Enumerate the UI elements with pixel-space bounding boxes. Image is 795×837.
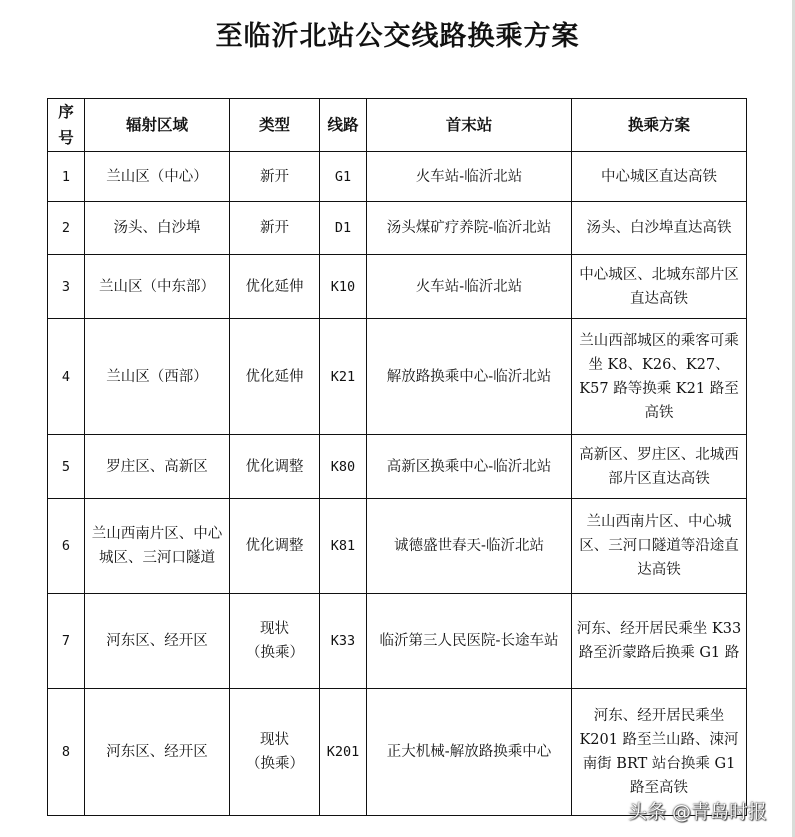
cell-plan: 中心城区直达高铁 — [572, 152, 747, 202]
cell-terminals: 汤头煤矿疗养院-临沂北站 — [367, 202, 572, 255]
header-route: 线路 — [320, 99, 367, 152]
cell-route: K80 — [320, 435, 367, 499]
table-row — [48, 255, 747, 319]
table-header-row — [48, 99, 747, 152]
cell-route: D1 — [320, 202, 367, 255]
cell-route: K81 — [320, 499, 367, 594]
cell-terminals: 高新区换乘中心-临沂北站 — [367, 435, 572, 499]
cell-terminals: 火车站-临沂北站 — [367, 255, 572, 319]
cell-seq: 8 — [48, 689, 85, 816]
cell-terminals: 火车站-临沂北站 — [367, 152, 572, 202]
cell-type: 优化调整 — [230, 499, 320, 594]
table-row — [48, 435, 747, 499]
cell-type: 优化延伸 — [230, 319, 320, 435]
cell-seq: 2 — [48, 202, 85, 255]
table-row — [48, 594, 747, 689]
header-area: 辐射区域 — [85, 99, 230, 152]
header-plan: 换乘方案 — [572, 99, 747, 152]
cell-seq: 6 — [48, 499, 85, 594]
cell-seq: 5 — [48, 435, 85, 499]
cell-plan: 兰山西南片区、中心城区、三河口隧道等沿途直达高铁 — [572, 499, 747, 594]
cell-seq: 1 — [48, 152, 85, 202]
cell-plan: 河东、经开居民乘坐 K201 路至兰山路、涑河南街 BRT 站台换乘 G1 路至高铁 — [572, 689, 747, 816]
cell-seq: 4 — [48, 319, 85, 435]
cell-terminals: 诚德盛世春天-临沂北站 — [367, 499, 572, 594]
cell-type: 现状（换乘） — [230, 594, 320, 689]
cell-area: 罗庄区、高新区 — [85, 435, 230, 499]
cell-area: 兰山区（中心） — [85, 152, 230, 202]
cell-route: G1 — [320, 152, 367, 202]
cell-type: 优化调整 — [230, 435, 320, 499]
cell-area: 兰山西南片区、中心城区、三河口隧道 — [85, 499, 230, 594]
cell-area: 河东区、经开区 — [85, 594, 230, 689]
table-row — [48, 152, 747, 202]
header-seq — [48, 99, 85, 152]
cell-type: 优化延伸 — [230, 255, 320, 319]
table-row — [48, 202, 747, 255]
header-type: 类型 — [230, 99, 320, 152]
cell-area: 兰山区（西部） — [85, 319, 230, 435]
cell-type: 新开 — [230, 152, 320, 202]
cell-plan: 兰山西部城区的乘客可乘坐 K8、K26、K27、K57 路等换乘 K21 路至高铁 — [572, 319, 747, 435]
table-row — [48, 319, 747, 435]
header-seq-label: 序号 — [58, 103, 74, 147]
page-title: 至临沂北站公交线路换乘方案 — [215, 21, 580, 52]
source-watermark: 头条 @青岛时报 — [628, 801, 768, 823]
cell-plan: 汤头、白沙埠直达高铁 — [572, 202, 747, 255]
transfer-plan-table — [47, 98, 747, 816]
cell-area: 河东区、经开区 — [85, 689, 230, 816]
cell-route: K21 — [320, 319, 367, 435]
cell-route: K33 — [320, 594, 367, 689]
table-row — [48, 499, 747, 594]
cell-area: 兰山区（中东部） — [85, 255, 230, 319]
cell-seq: 3 — [48, 255, 85, 319]
cell-type: 新开 — [230, 202, 320, 255]
cell-route: K201 — [320, 689, 367, 816]
cell-terminals: 临沂第三人民医院-长途车站 — [367, 594, 572, 689]
cell-plan: 河东、经开居民乘坐 K33 路至沂蒙路后换乘 G1 路 — [572, 594, 747, 689]
cell-terminals: 解放路换乘中心-临沂北站 — [367, 319, 572, 435]
cell-plan: 中心城区、北城东部片区直达高铁 — [572, 255, 747, 319]
cell-plan: 高新区、罗庄区、北城西部片区直达高铁 — [572, 435, 747, 499]
cell-type: 现状（换乘） — [230, 689, 320, 816]
header-terminals: 首末站 — [367, 99, 572, 152]
cell-terminals: 正大机械-解放路换乘中心 — [367, 689, 572, 816]
cell-route: K10 — [320, 255, 367, 319]
cell-area: 汤头、白沙埠 — [85, 202, 230, 255]
cell-seq: 7 — [48, 594, 85, 689]
